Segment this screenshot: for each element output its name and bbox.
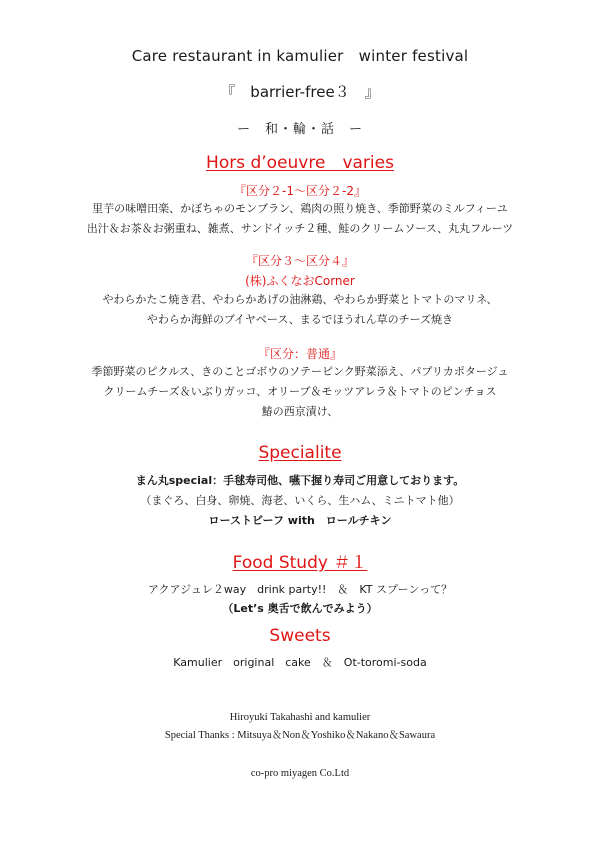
hors-group2-sponsor: (株)ふくなおCorner	[245, 274, 355, 288]
event-title: Care restaurant in kamulier winter festival	[131, 47, 469, 65]
specialite-heading: Specialite	[258, 443, 342, 463]
specialite-line: （まぐろ、白身、卵焼、海老、いくら、生ハム、ミニトマト他）	[140, 494, 460, 507]
event-motto: ー 和・輪・話 ー	[236, 122, 363, 137]
special-thanks-line: Special Thanks : Mitsuya＆Non＆Yoshiko＆Nakano＆Sawaura	[164, 730, 436, 741]
hors-group2-line: やわらか海鮮のブイヤベース、まるでほうれん草のチーズ焼き	[146, 313, 454, 326]
credits-line: Hiroyuki Takahashi and kamulier	[229, 712, 371, 723]
food-study-line: アクアジュレ２way drink party!! ＆ KT スプーンって？	[147, 583, 453, 596]
hors-group3-line: クリームチーズ＆いぶりガッコ、オリーブ＆モッツアレラ＆トマトのピンチョス	[103, 385, 497, 398]
food-study-heading: Food Study ＃１	[232, 553, 368, 573]
hors-group1-line: 出汁＆お茶＆お粥重ね、雑煮、サンドイッチ２種、鮭のクリームソース、丸丸フルーツ	[86, 222, 514, 235]
company-name: co-pro miyagen Co.Ltd	[250, 768, 350, 779]
hors-group3-line: 季節野菜のピクルス、きのことゴボウのソテーピンク野菜添え、パプリカポタージュ	[91, 365, 509, 378]
hors-group3-line: 鰆の西京漬け、	[261, 405, 339, 418]
event-subtitle: 『 barrier-free３ 』	[220, 83, 380, 101]
hors-group1-line: 里芋の味噌田楽、かぼちゃのモンブラン、鶏肉の照り焼き、季節野菜のミルフィーユ	[92, 202, 508, 215]
hors-group3-label: 『区分：普通』	[257, 347, 342, 361]
hors-heading: Hors d’oeuvre varies	[206, 153, 394, 173]
specialite-line: まん丸special：手毬寿司他、嚥下握り寿司ご用意しております。	[135, 474, 465, 487]
hors-group1-label: 『区分２-1～区分２-2』	[234, 184, 366, 198]
sweets-line: Kamulier original cake ＆ Ot-toromi-soda	[173, 656, 427, 669]
food-study-line: （Let’s 奥舌で飲んでみよう）	[222, 602, 378, 615]
hors-group2-line: やわらかたこ焼き君、やわらかあげの油淋鶏、やわらか野菜とトマトのマリネ、	[102, 293, 498, 306]
hors-group2-label: 『区分３～区分４』	[245, 254, 354, 268]
sweets-heading: Sweets	[269, 626, 331, 646]
specialite-line: ローストビーフ with ロールチキン	[208, 514, 392, 527]
